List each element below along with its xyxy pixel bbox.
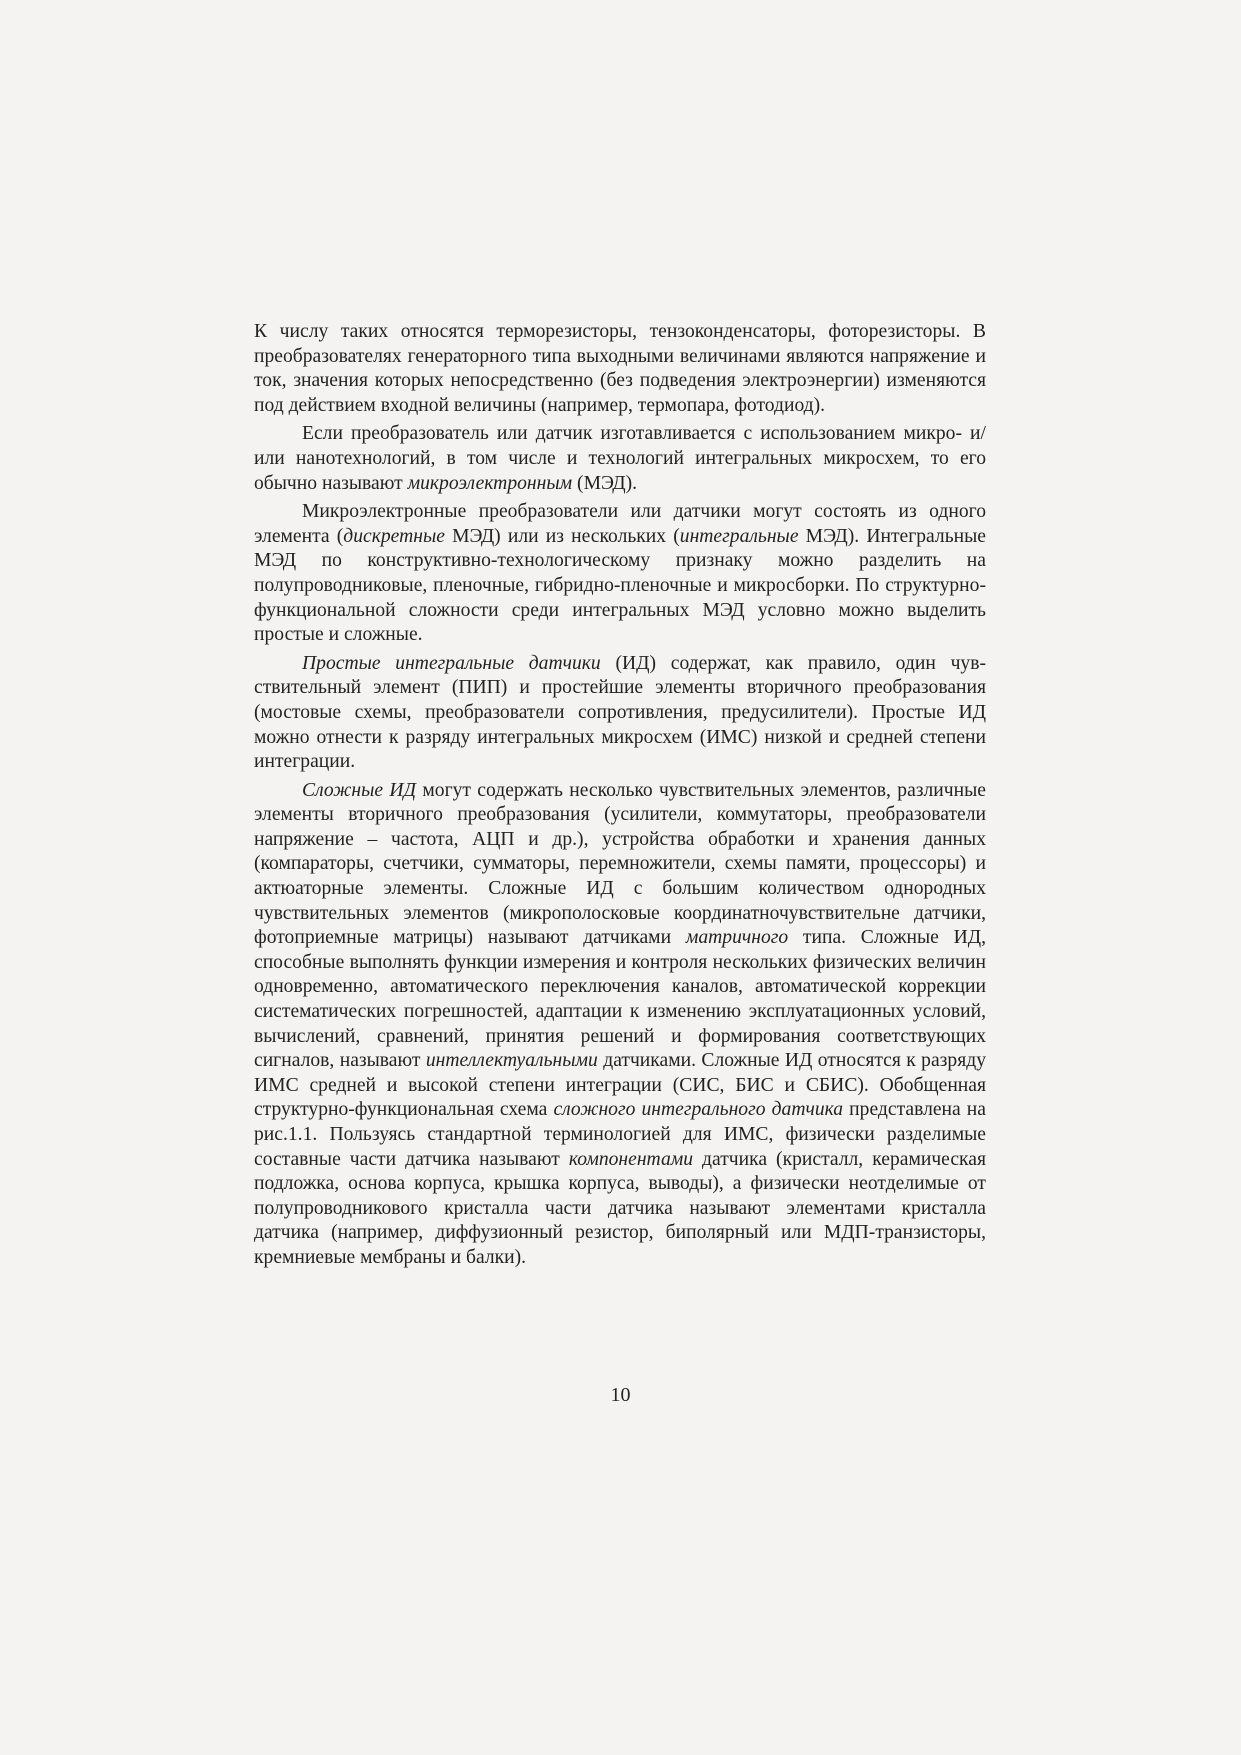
text-run: Микроэлектронные преобразователи или датчики могут состоять из одного элемента (	[254, 501, 986, 547]
text-run: могут содержать несколько чувствительных элементов, различные элементы вторичного преобразования (усилители, коммутаторы, преобразователи напряжение – частота, АЦП и др.), устройства обработки и хранения данных (компараторы, счетчики, сумматоры, перемножители, схемы памяти, процессоры) и актюаторные элементы. Сложные ИД с большим количеством однородных чувствительных элементов (микрополосковые координатночувствительне датчики, фотоприемные матрицы) называют датчиками	[254, 779, 986, 949]
text-run: (ИД) содержат, как правило, один чувствительный элемент (ПИП) и простейшие элементы вторичного преобразования (мостовые схемы, преобразователи сопротивления, предусилители). Простые ИД можно отнести к разряду интегральных микросхем (ИМС) низкой и средней степени интеграции.	[254, 652, 986, 773]
text-run: датчиками. Сложные ИД относятся к разряду ИМС средней и высокой степени интеграции (СИС, БИС и СБИС). Обобщенная структурно-функциональная схема	[254, 1050, 986, 1121]
italic-term: интегральные	[679, 525, 799, 547]
text-run: (МЭД).	[572, 472, 638, 494]
paragraph-p5	[254, 779, 986, 1271]
text-run: датчика (кристалл, керамическая подложка, основа корпуса, крышка корпуса, выводы), а физически неотделимые от полупроводникового кристалла части датчика называют элементами кристалла датчика (например, диффузионный резистор, биполярный или МДП-транзисторы, кремниевые мембраны и балки).	[254, 1148, 986, 1268]
italic-term: дискретные	[343, 525, 445, 547]
paragraph-p4	[254, 652, 986, 775]
paragraph-p3	[254, 500, 986, 648]
text-run: Если преобразователь или датчик изготавливается с использованием микро- и/или нанотехнологий, в том числе и технологий интегральных микросхем, то его обычно называют	[254, 423, 986, 494]
text-run: МЭД). Интегральные МЭД по конструктивно-технологическому признаку можно разделить на полупроводниковые, пленочные, гибридно-пленочные и микросборки. По структурно-функциональной сложности среди интегральных МЭД условно можно выделить простые и сложные.	[254, 525, 986, 646]
body-text	[254, 320, 986, 1271]
italic-term: компонентами	[568, 1148, 694, 1170]
text-run: типа. Сложные ИД, способные выполнять функции измерения и контроля нескольких физических величин одновременно, автоматического переключения каналов, автоматической коррекции систематических погрешностей, адаптации к изменению эксплуатационных условий, вычислений, сравнений, принятия решений и формирования соответствующих сигналов, называют	[254, 927, 986, 1072]
italic-term: матричного	[685, 927, 789, 949]
italic-term: Простые интегральные датчики	[302, 652, 601, 674]
italic-term: сложного интегрального датчика	[553, 1099, 844, 1121]
italic-term: интеллектуальными	[425, 1050, 598, 1072]
text-run: МЭД) или из нескольких (	[444, 525, 680, 547]
paragraph-p2	[254, 422, 986, 496]
italic-term: микроэлектронным	[407, 472, 573, 494]
italic-term: Сложные ИД	[302, 779, 417, 801]
text-run: представлена на рис.1.1. Пользуясь стандартной терминологией для ИМС, физически разделимые составные части датчика называют	[254, 1099, 986, 1170]
page-number: 10	[610, 1384, 631, 1406]
paragraph-p1	[254, 320, 986, 418]
text-run: К числу таких относятся терморезисторы, тензоконденсаторы, фоторезисторы. В преобразователях генераторного типа выходными величинами являются напряжение и ток, значения которых непосредственно (без подведения электроэнергии) изменяются под действием входной величины (например, термопара, фотодиод).	[254, 321, 986, 416]
